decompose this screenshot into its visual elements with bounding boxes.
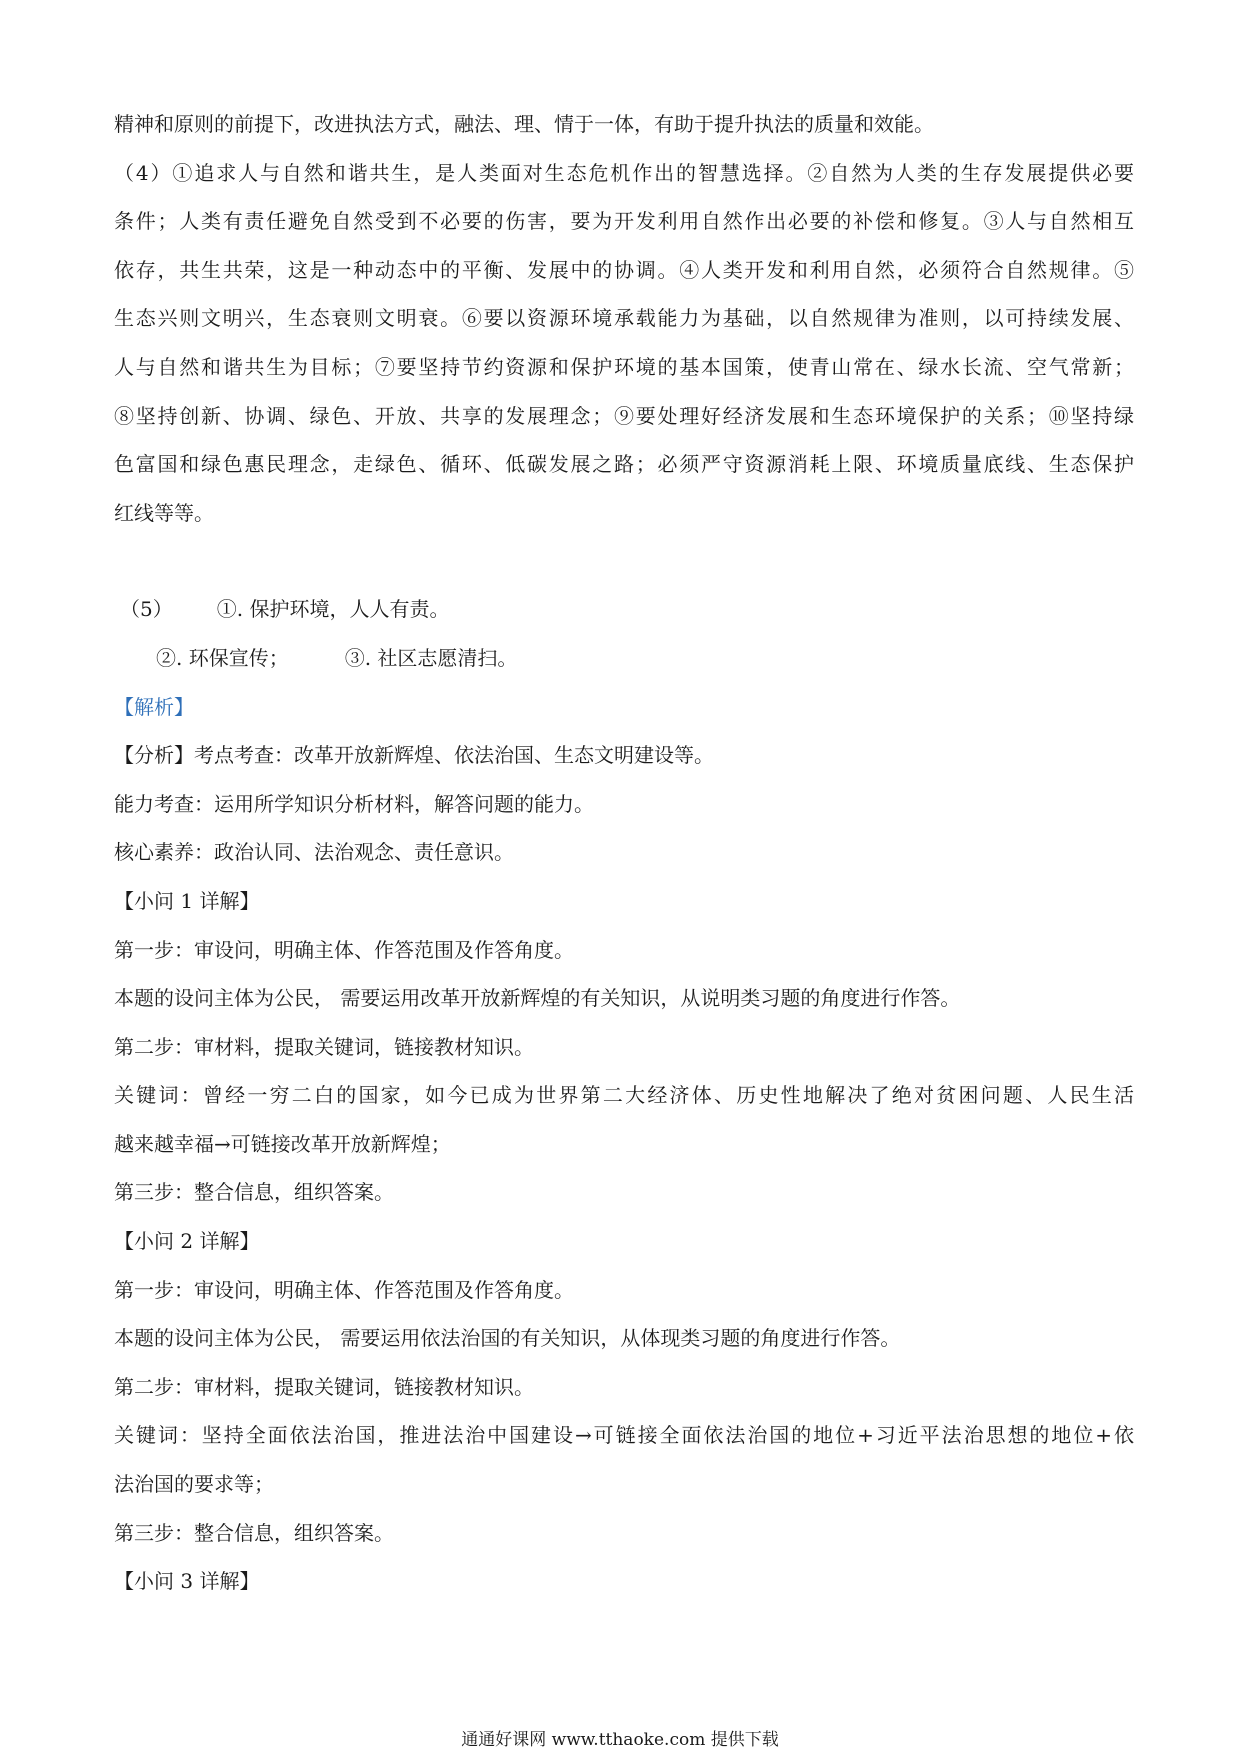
- answer-5-line-2: [114, 634, 1134, 683]
- q2-heading: 【小问 2 详解】: [114, 1229, 260, 1254]
- answer-tail-line: 精神和原则的前提下，改进执法方式，融法、理、情于一体，有助于提升执法的质量和效能。: [114, 112, 934, 136]
- answer-4-line-4: 生态兴则文明兴，生态衰则文明衰。⑥要以资源环境承载能力为基础，以自然规律为准则，以可持续发展、: [114, 306, 1134, 331]
- q2-step2: 第二步：审材料，提取关键词，链接教材知识。: [114, 1374, 534, 1399]
- analysis-fenxi: 【分析】考点考查：改革开放新辉煌、依法治国、生态文明建设等。: [114, 743, 714, 768]
- q1-step1: 第一步：审设问，明确主体、作答范围及作答角度。: [114, 937, 574, 962]
- answer-content: [114, 100, 1134, 1606]
- q2-step1: 第一步：审设问，明确主体、作答范围及作答角度。: [114, 1277, 574, 1302]
- answer-4-line-1: （4）①追求人与自然和谐共生，是人类面对生态危机作出的智慧选择。②自然为人类的生存发展提供必要: [114, 160, 1134, 185]
- q2-keywords-2: 法治国的要求等；: [114, 1472, 274, 1497]
- q3-heading: 【小问 3 详解】: [114, 1569, 260, 1594]
- q1-subject: 本题的设问主体为公民， 需要运用改革开放新辉煌的有关知识，从说明类习题的角度进行作答。: [114, 986, 961, 1011]
- answer-5-label: （5）: [120, 597, 173, 622]
- analysis-heading: 【解析】: [114, 694, 194, 719]
- answer-4-line-3: 依存，共生共荣，这是一种动态中的平衡、发展中的协调。④人类开发和利用自然，必须符合自然规律。⑤: [114, 257, 1134, 282]
- answer-5-item-3: ③. 社区志愿清扫。: [344, 645, 518, 670]
- answer-5-line-1: [114, 585, 1134, 634]
- analysis-ability: 能力考查：运用所学知识分析材料，解答问题的能力。: [114, 791, 594, 816]
- q1-keywords-2: 越来越幸福→可链接改革开放新辉煌；: [114, 1131, 451, 1156]
- answer-5-item-1: ①. 保护环境，人人有责。: [216, 597, 450, 622]
- page-footer: 通通好课网 www.tthaoke.com 提供下载: [461, 1730, 779, 1750]
- q2-keywords-1: 关键词：坚持全面依法治国，推进法治中国建设→可链接全面依法治国的地位+习近平法治思想的地位+依: [114, 1423, 1134, 1448]
- answer-4-line-6: ⑧坚持创新、协调、绿色、开放、共享的发展理念；⑨要处理好经济发展和生态环境保护的关系；⑩坚持绿: [114, 403, 1134, 428]
- q1-step2: 第二步：审材料，提取关键词，链接教材知识。: [114, 1034, 534, 1059]
- q1-heading: 【小问 1 详解】: [114, 888, 260, 913]
- answer-5-item-2: ②. 环保宣传；: [156, 645, 289, 670]
- q1-keywords-1: 关键词：曾经一穷二白的国家，如今已成为世界第二大经济体、历史性地解决了绝对贫困问题、人民生活: [114, 1083, 1134, 1108]
- q2-step3: 第三步：整合信息，组织答案。: [114, 1520, 394, 1545]
- answer-4-line-7: 色富国和绿色惠民理念，走绿色、循环、低碳发展之路；必须严守资源消耗上限、环境质量底线、生态保护: [114, 452, 1134, 477]
- answer-4-line-2: 条件；人类有责任避免自然受到不必要的伤害，要为开发利用自然作出必要的补偿和修复。③人与自然相互: [114, 209, 1134, 234]
- q2-subject: 本题的设问主体为公民， 需要运用依法治国的有关知识，从体现类习题的角度进行作答。: [114, 1326, 901, 1351]
- answer-4-line-8: 红线等等。: [114, 500, 214, 525]
- spacer: [114, 537, 1134, 585]
- analysis-core: 核心素养：政治认同、法治观念、责任意识。: [114, 840, 514, 865]
- answer-4-line-5: 人与自然和谐共生为目标；⑦要坚持节约资源和保护环境的基本国策，使青山常在、绿水长流、空气常新；: [114, 354, 1134, 379]
- q1-step3: 第三步：整合信息，组织答案。: [114, 1180, 394, 1205]
